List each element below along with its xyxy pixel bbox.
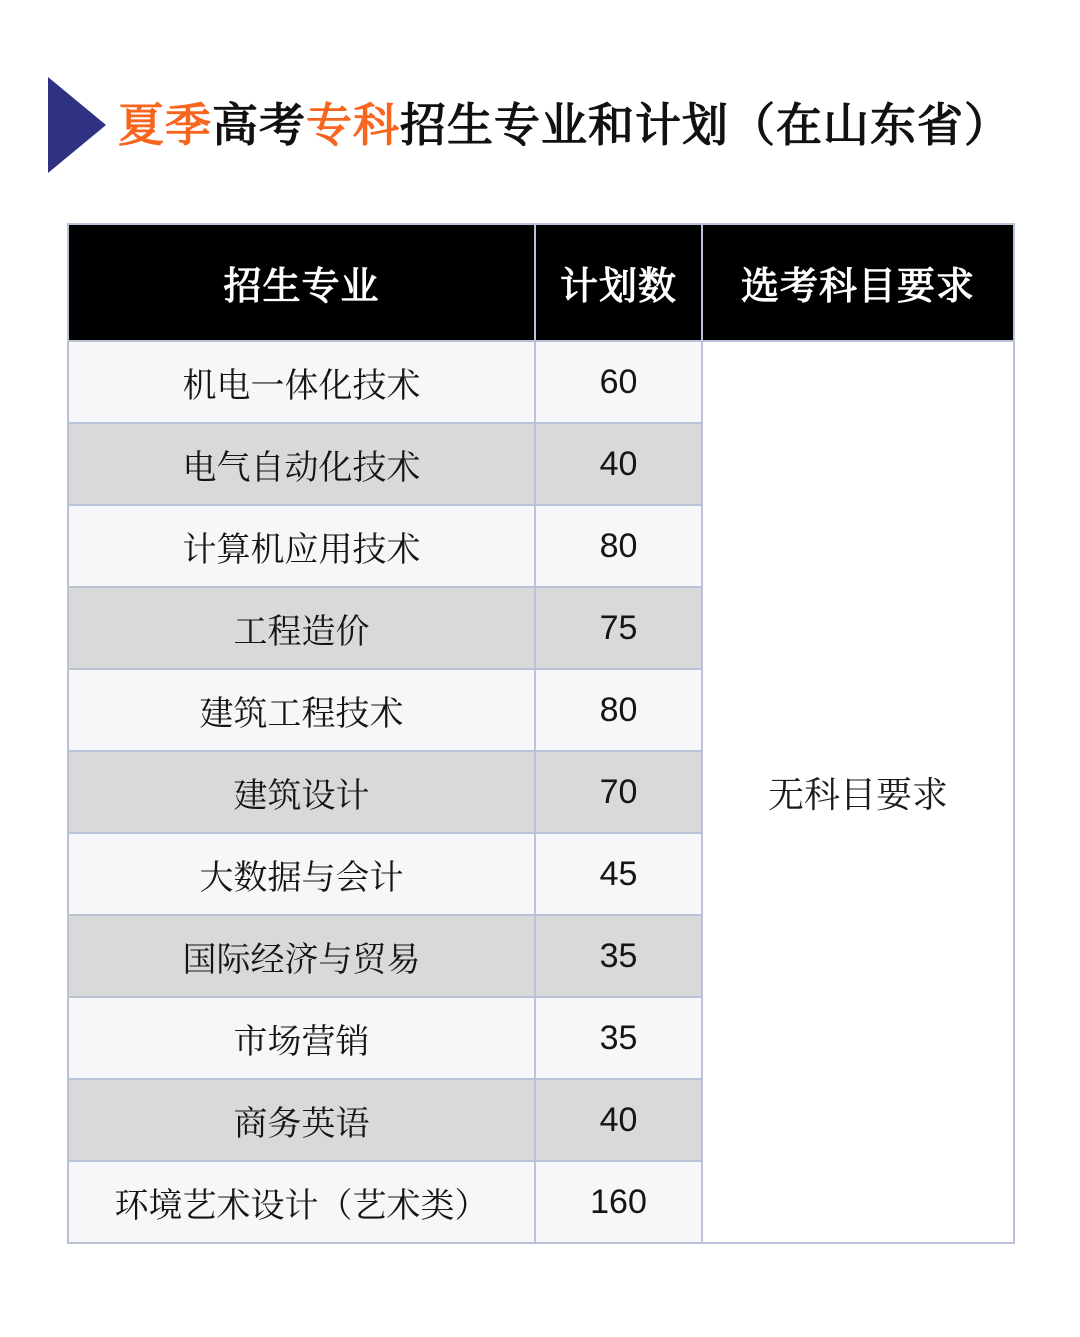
plan-cell: 70 bbox=[535, 751, 702, 833]
plan-cell: 160 bbox=[535, 1161, 702, 1243]
plan-cell: 35 bbox=[535, 997, 702, 1079]
major-cell: 建筑工程技术 bbox=[68, 669, 535, 751]
column-header-requirement: 选考科目要求 bbox=[702, 224, 1014, 341]
plan-cell: 75 bbox=[535, 587, 702, 669]
major-cell: 电气自动化技术 bbox=[68, 423, 535, 505]
plan-cell: 80 bbox=[535, 505, 702, 587]
plan-cell: 35 bbox=[535, 915, 702, 997]
title-segment-season: 夏季 bbox=[118, 98, 212, 151]
plan-cell: 40 bbox=[535, 1079, 702, 1161]
section-title bbox=[48, 77, 1011, 173]
header-row bbox=[68, 224, 1014, 341]
major-cell: 工程造价 bbox=[68, 587, 535, 669]
title-segment-zhuanke: 专科 bbox=[306, 98, 400, 151]
major-cell: 环境艺术设计（艺术类） bbox=[68, 1161, 535, 1243]
page-title bbox=[118, 100, 1011, 151]
plan-cell: 60 bbox=[535, 341, 702, 423]
title-segment-gaokao: 高考 bbox=[212, 98, 306, 151]
admissions-table-container bbox=[67, 223, 1013, 1244]
major-cell: 计算机应用技术 bbox=[68, 505, 535, 587]
major-cell: 建筑设计 bbox=[68, 751, 535, 833]
title-segment-rest: 招生专业和计划（在山东省） bbox=[400, 98, 1011, 151]
requirement-merged-cell: 无科目要求 bbox=[702, 341, 1014, 1243]
plan-cell: 40 bbox=[535, 423, 702, 505]
major-cell: 国际经济与贸易 bbox=[68, 915, 535, 997]
major-cell: 商务英语 bbox=[68, 1079, 535, 1161]
admissions-table bbox=[67, 223, 1015, 1244]
table-row bbox=[68, 341, 1014, 423]
plan-cell: 45 bbox=[535, 833, 702, 915]
arrow-right-triangle-icon bbox=[48, 77, 106, 173]
column-header-major: 招生专业 bbox=[68, 224, 535, 341]
column-header-plan: 计划数 bbox=[535, 224, 702, 341]
major-cell: 机电一体化技术 bbox=[68, 341, 535, 423]
major-cell: 市场营销 bbox=[68, 997, 535, 1079]
major-cell: 大数据与会计 bbox=[68, 833, 535, 915]
plan-cell: 80 bbox=[535, 669, 702, 751]
